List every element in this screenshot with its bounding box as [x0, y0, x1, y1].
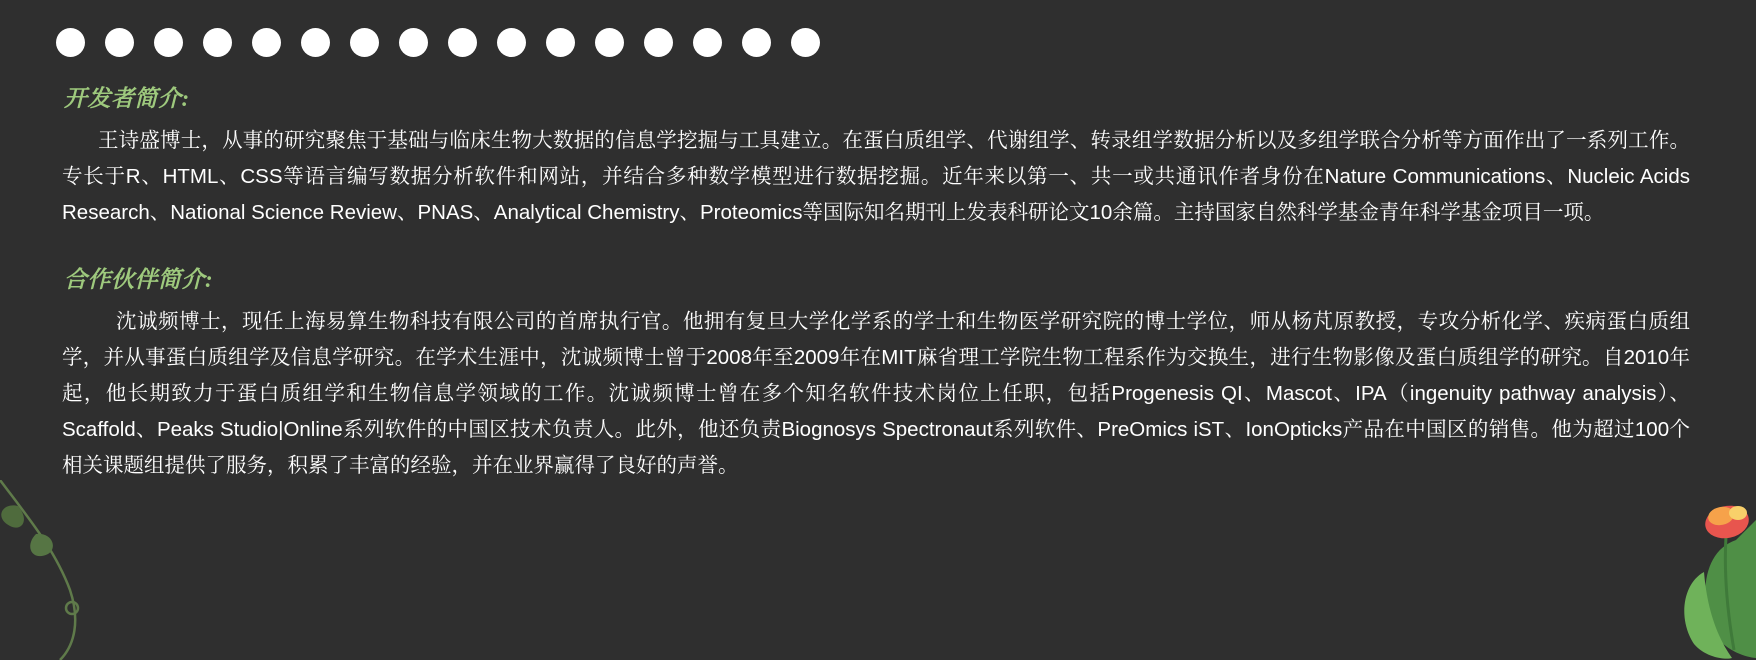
dot-icon [791, 28, 820, 57]
dot-icon [154, 28, 183, 57]
developer-section-title: 开发者简介: [64, 86, 190, 111]
vine-decoration-icon [0, 480, 130, 660]
dot-icon [301, 28, 330, 57]
slide-content [56, 80, 1696, 484]
dot-icon [350, 28, 379, 57]
developer-section-body: 王诗盛博士，从事的研究聚焦于基础与临床生物大数据的信息学挖掘与工具建立。在蛋白质组学、代谢组学、转录组学数据分析以及多组学联合分析等方面作出了一系列工作。专长于R、HTML、CSS等语言编写数据分析软件和网站，并结合多种数学模型进行数据挖掘。近年来以第一、共一或共通讯作者身份在Nature Communications、Nucleic Acids Research、National Science Review、PNAS、Analytical Chemistry、Proteomics等国际知名期刊上发表科研论文10余篇。主持国家自然科学基金青年科学基金项目一项。 [62, 129, 1690, 224]
decorative-dot-row [56, 28, 820, 57]
dot-icon [56, 28, 85, 57]
flower-decoration-icon [1586, 480, 1756, 660]
dot-icon [105, 28, 134, 57]
dot-icon [595, 28, 624, 57]
dot-icon [203, 28, 232, 57]
dot-icon [546, 28, 575, 57]
dot-icon [399, 28, 428, 57]
partner-section-body: 沈诚频博士，现任上海易算生物科技有限公司的首席执行官。他拥有复旦大学化学系的学士和生物医学研究院的博士学位，师从杨芃原教授，专攻分析化学、疾病蛋白质组学，并从事蛋白质组学及信息学研究。在学术生涯中，沈诚频博士曾于2008年至2009年在MIT麻省理工学院生物工程系作为交换生，进行生物影像及蛋白质组学的研究。自2010年起，他长期致力于蛋白质组学和生物信息学领域的工作。沈诚频博士曾在多个知名软件技术岗位上任职，包括Progenesis QI、Mascot、IPA（ingenuity pathway analysis）、Scaffold、Peaks Studio|Online系列软件的中国区技术负责人。此外，他还负责Biognosys Spectronaut系列软件、PreOmics iST、IonOpticks产品在中国区的销售。他为超过100个相关课题组提供了服务，积累了丰富的经验，并在业界赢得了良好的声誉。 [62, 310, 1690, 477]
dot-icon [497, 28, 526, 57]
dot-icon [448, 28, 477, 57]
dot-icon [693, 28, 722, 57]
dot-icon [644, 28, 673, 57]
dot-icon [252, 28, 281, 57]
partner-section-title: 合作伙伴简介: [64, 267, 214, 292]
dot-icon [742, 28, 771, 57]
